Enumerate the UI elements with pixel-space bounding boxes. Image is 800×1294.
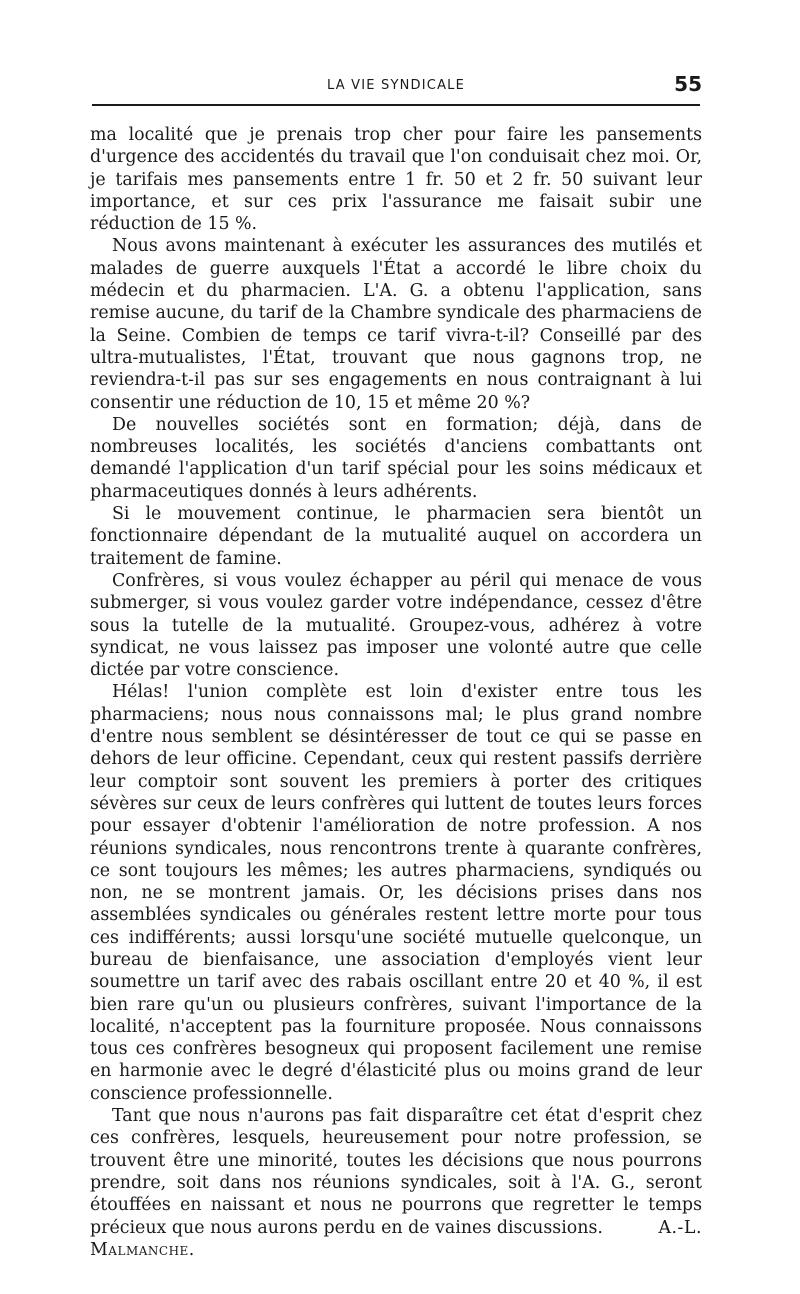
page-number: 55 — [674, 72, 702, 96]
signature: A.-L. Malmanche. — [90, 1217, 703, 1260]
paragraph: De nouvelles sociétés sont en formation; déjà, dans de nombreuses localités, les sociétés d'anciens combattants ont demandé l'application d'un tarif spécial pour les soins médicaux et pharmaceutiques donnés à leurs adhérents. — [90, 414, 702, 502]
article-body — [90, 124, 702, 1261]
paragraph: ma localité que je prenais trop cher pour faire les pansements d'urgence des accidentés du travail que l'on conduisait chez moi. Or, je tarifais mes pansements entre 1 fr. 50 et 2 fr. 50 suivant leur importance, et sur ces prix l'assurance me faisait subir une réduction de 15 %. — [90, 125, 702, 235]
paragraph: Hélas! l'union complète est loin d'exister entre tous les pharmaciens; nous nous connaissons mal; le plus grand nombre d'entre nous semblent se désintéresser de tout ce qui se passe en dehors de leur officine. Cependant, ceux qui restent passifs derrière leur comptoir sont souvent les premiers à porter des critiques sévères sur ceux de leurs confrères qui luttent de toutes leurs forces pour essayer d'obtenir l'amélioration de notre profession. A nos réunions syndicales, nous rencontrons trente à quarante confrères, ce sont toujours les mêmes; les autres pharmaciens, syndiqués ou non, ne se montrent jamais. Or, les décisions prises dans nos assemblées syndicales ou générales restent lettre morte pour tous ces indifférents; aussi lorsqu'une société mutuelle quelconque, un bureau de bienfaisance, une association d'employés vient leur soumettre un tarif avec des rabais oscillant entre 20 et 40 %, il est bien rare qu'un ou plusieurs confrères, suivant l'importance de la localité, n'acceptent pas la fourniture proposée. Nous connaissons tous ces confrères besogneux qui proposent facilement une remise en harmonie avec le degré d'élasticité plus ou moins grand de leur conscience professionnelle. — [90, 682, 702, 1104]
closing-text: Tant que nous n'aurons pas fait disparaître cet état d'esprit chez ces confrères, lesquels, heureusement pour notre profession, se trouvent être une minorité, toutes les décisions que nous pourrons prendre, soit dans nos réunions syndicales, soit à l'A. G., seront étouffées en naissant et nous ne pourrons que regretter le temps précieux que nous aurons perdu en de vaines discussions. — [90, 1106, 702, 1238]
paragraph: Nous avons maintenant à exécuter les assurances des mutilés et malades de guerre auxquels l'État a accordé le libre choix du médecin et du pharmacien. L'A. G. a obtenu l'application, sans remise aucune, du tarif de la Chambre syndicale des pharmaciens de la Seine. Combien de temps ce tarif vivra-t-il? Conseillé par des ultra-mutualistes, l'État, trouvant que nous gagnons trop, ne reviendra-t-il pas sur ses engagements en nous contraignant à lui consentir une réduction de 10, 15 et même 20 %? — [90, 236, 702, 413]
paragraph: Confrères, si vous voulez échapper au péril qui menace de vous submerger, si vous voulez garder votre indépendance, cessez d'être sous la tutelle de la mutualité. Groupez-vous, adhérez à votre syndicat, ne vous laissez pas imposer une volonté autre que celle dictée par votre conscience. — [90, 570, 702, 681]
running-header — [90, 70, 702, 100]
paragraph: Si le mouvement continue, le pharmacien sera bientôt un fonctionnaire dépendant de la mutualité auquel on accordera un traitement de famine. — [90, 504, 702, 569]
header-rule — [92, 104, 700, 106]
closing-paragraph — [90, 1105, 702, 1261]
running-title: LA VIE SYNDICALE — [326, 78, 466, 93]
